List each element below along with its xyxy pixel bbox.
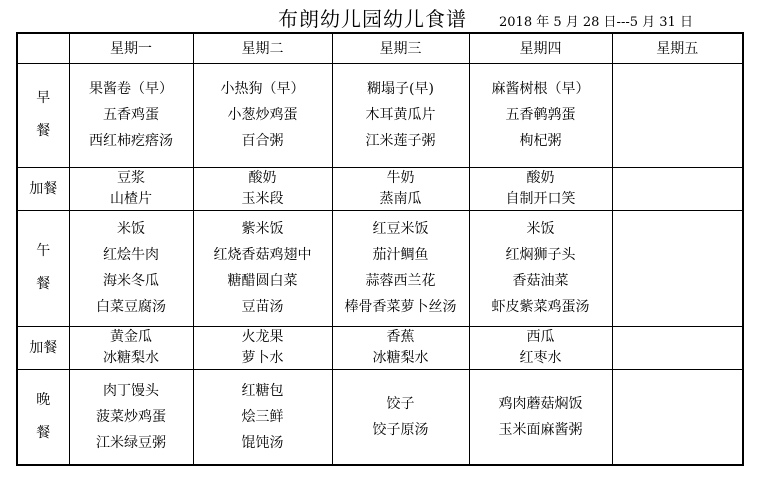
- meal-label-cell: [17, 326, 69, 369]
- menu-item: 红烧香菇鸡翅中: [213, 247, 312, 263]
- menu-item: 冰糖梨水: [103, 349, 159, 366]
- menu-item: 饺子: [386, 395, 415, 412]
- page-title: 布朗幼儿园幼儿食谱: [278, 7, 467, 31]
- meal-label-cell: [17, 369, 69, 465]
- menu-item: 蒜蓉西兰花: [365, 273, 436, 289]
- menu-item: 麻酱树根（早）: [491, 81, 590, 97]
- menu-item: 鸡肉蘑菇焖饭: [498, 395, 583, 412]
- menu-item: 豆苗汤: [241, 299, 284, 315]
- menu-item: 红枣水: [519, 349, 562, 366]
- menu-item: 西红柿疙瘩汤: [89, 133, 173, 149]
- column-header: 星期五: [612, 33, 743, 63]
- meal-label: 加餐: [29, 339, 58, 356]
- menu-cell: [69, 167, 193, 210]
- menu-cell: [193, 210, 332, 326]
- menu-cell: [469, 369, 612, 465]
- menu-item: 糊塌子(早): [367, 81, 434, 97]
- menu-item: 肉丁馒头: [103, 382, 159, 399]
- menu-item: 烩三鲜: [241, 408, 284, 425]
- menu-item: 玉米段: [241, 190, 284, 207]
- header-row: [17, 33, 743, 63]
- menu-item: 红烩牛肉: [103, 247, 159, 263]
- menu-item: 豆浆: [117, 169, 145, 186]
- menu-item: 牛奶: [386, 169, 415, 186]
- menu-item: 百合粥: [241, 133, 284, 149]
- menu-item: 五香鸡蛋: [103, 107, 159, 123]
- menu-cell: [332, 167, 469, 210]
- menu-item: 香蕉: [386, 328, 415, 345]
- menu-item: 木耳黄瓜片: [365, 107, 436, 123]
- menu-cell: [69, 210, 193, 326]
- menu-item: 红焖狮子头: [505, 247, 576, 263]
- table-row: [17, 369, 743, 465]
- menu-item: 虾皮紫菜鸡蛋汤: [491, 299, 590, 315]
- meal-label-cell: [17, 210, 69, 326]
- menu-cell: [332, 210, 469, 326]
- date-range: 2018 年 5 月 28 日---5 月 31 日: [499, 15, 693, 30]
- menu-cell: [612, 63, 743, 167]
- meal-label: 午餐: [36, 243, 51, 292]
- menu-item: 酸奶: [526, 169, 555, 186]
- menu-cell: [469, 167, 612, 210]
- meal-label: 早餐: [36, 90, 51, 139]
- menu-item: 玉米面麻酱粥: [498, 421, 583, 438]
- menu-cell: [193, 167, 332, 210]
- menu-item: 西瓜: [526, 328, 555, 345]
- menu-item: 酸奶: [248, 169, 277, 186]
- menu-item: 糖醋圆白菜: [227, 273, 298, 289]
- table-row: [17, 210, 743, 326]
- menu-cell: [332, 369, 469, 465]
- column-header: 星期三: [332, 33, 469, 63]
- menu-item: 红豆米饭: [372, 221, 429, 237]
- menu-item: 白菜豆腐汤: [96, 299, 166, 315]
- menu-item: 米饭: [526, 221, 555, 237]
- table-row: [17, 326, 743, 369]
- menu-cell: [69, 369, 193, 465]
- menu-item: 饺子原汤: [372, 421, 429, 438]
- menu-cell: [332, 63, 469, 167]
- menu-cell: [69, 63, 193, 167]
- table-row: [17, 167, 743, 210]
- meal-label: 加餐: [29, 180, 58, 197]
- menu-item: 枸杞粥: [519, 133, 562, 149]
- menu-item: 红糖包: [241, 382, 284, 399]
- menu-cell: [193, 63, 332, 167]
- menu-item: 黄金瓜: [110, 328, 152, 345]
- menu-item: 小葱炒鸡蛋: [227, 107, 298, 123]
- menu-cell: [193, 326, 332, 369]
- table-row: [17, 63, 743, 167]
- menu-cell: [332, 326, 469, 369]
- menu-item: 山楂片: [110, 190, 152, 207]
- menu-item: 江米绿豆粥: [96, 434, 166, 451]
- menu-item: 米饭: [117, 221, 145, 237]
- menu-item: 自制开口笑: [505, 190, 576, 207]
- menu-item: 萝卜水: [241, 349, 284, 366]
- doc-header: [0, 3, 759, 32]
- corner-cell: [17, 33, 69, 63]
- menu-item: 江米莲子粥: [365, 133, 436, 149]
- menu-item: 火龙果: [241, 328, 284, 345]
- menu-item: 小热狗（早）: [220, 81, 305, 97]
- menu-item: 果酱卷（早）: [89, 81, 173, 97]
- menu-cell: [612, 326, 743, 369]
- menu-item: 茄汁鲷鱼: [372, 247, 429, 263]
- menu-item: 海米冬瓜: [103, 273, 159, 289]
- column-header: 星期一: [69, 33, 193, 63]
- menu-table-head: [17, 33, 743, 63]
- menu-cell: [193, 369, 332, 465]
- menu-cell: [612, 167, 743, 210]
- menu-item: 菠菜炒鸡蛋: [96, 408, 166, 425]
- meal-label-cell: [17, 63, 69, 167]
- menu-item: 冰糖梨水: [372, 349, 429, 366]
- menu-item: 五香鹌鹑蛋: [505, 107, 576, 123]
- menu-cell: [69, 326, 193, 369]
- column-header: 星期二: [193, 33, 332, 63]
- menu-cell: [612, 210, 743, 326]
- menu-item: 棒骨香菜萝卜丝汤: [344, 299, 457, 315]
- column-header: 星期四: [469, 33, 612, 63]
- menu-cell: [469, 326, 612, 369]
- menu-item: 香菇油菜: [512, 273, 569, 289]
- menu-cell: [469, 63, 612, 167]
- menu-item: 紫米饭: [241, 221, 284, 237]
- menu-cell: [469, 210, 612, 326]
- menu-item: 蒸南瓜: [379, 190, 422, 207]
- menu-table: [16, 32, 744, 466]
- meal-label-cell: [17, 167, 69, 210]
- menu-item: 馄饨汤: [241, 434, 284, 451]
- meal-label: 晚餐: [36, 391, 51, 441]
- menu-cell: [612, 369, 743, 465]
- menu-table-body: [17, 63, 743, 465]
